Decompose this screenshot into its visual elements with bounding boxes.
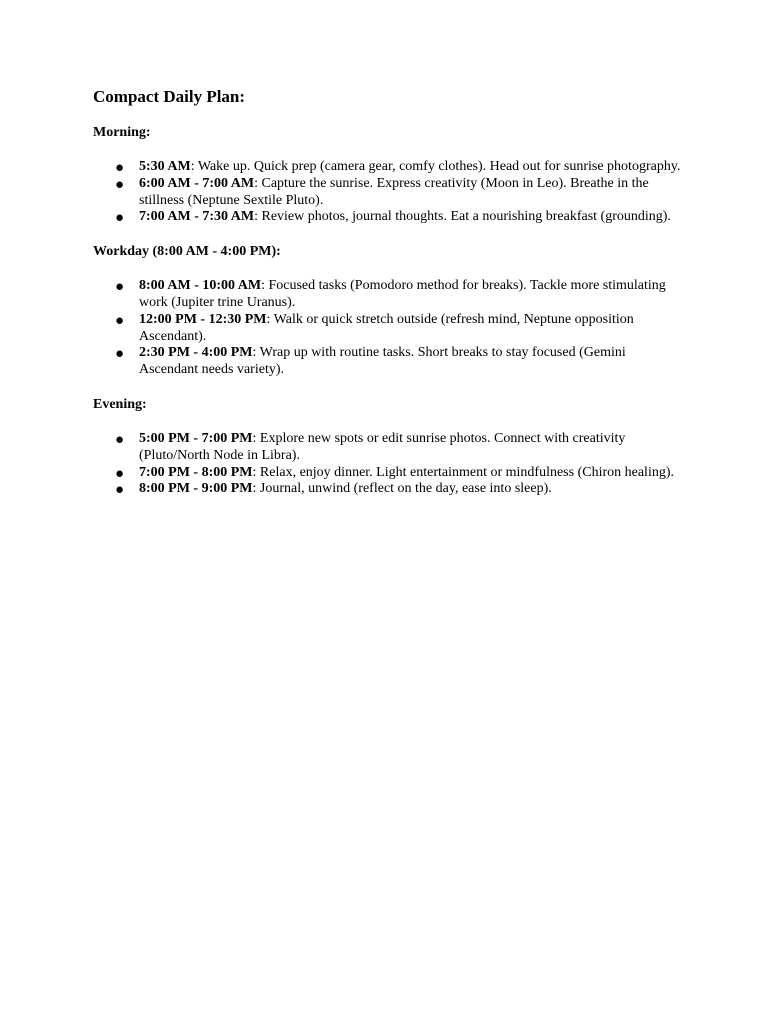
item-time: 5:00 PM - 7:00 PM bbox=[139, 430, 253, 446]
workday-list bbox=[93, 278, 683, 379]
item-text: : Focused tasks (Pomodoro method for breaks). Tackle more stimulating work (Jupiter trine Uranus). bbox=[139, 278, 666, 310]
item-text: : Wrap up with routine tasks. Short breaks to stay focused (Gemini Ascendant needs variety). bbox=[139, 345, 626, 378]
item-time: 12:00 PM - 12:30 PM bbox=[139, 311, 267, 327]
item-text: : Walk or quick stretch outside (refresh mind, Neptune opposition Ascendant). bbox=[139, 311, 634, 344]
bullet-icon: ● bbox=[115, 431, 125, 448]
list-item bbox=[93, 431, 683, 465]
bullet-icon: ● bbox=[115, 346, 125, 363]
item-text: : Capture the sunrise. Express creativity (Moon in Leo). Breathe in the stillness (Neptune Sextile Pluto). bbox=[139, 175, 649, 208]
item-time: 8:00 AM - 10:00 AM bbox=[139, 278, 262, 294]
section-heading-workday: Workday (8:00 AM - 4:00 PM): bbox=[93, 244, 281, 260]
item-text: : Wake up. Quick prep (camera gear, comfy clothes). Head out for sunrise photography. bbox=[190, 159, 681, 174]
section-heading-evening: Evening: bbox=[93, 396, 147, 412]
list-item bbox=[93, 345, 683, 379]
bullet-icon: ● bbox=[115, 210, 125, 227]
item-time: 5:30 AM bbox=[139, 159, 191, 174]
item-time: 7:00 AM - 7:30 AM bbox=[139, 209, 255, 225]
item-text: : Explore new spots or edit sunrise photos. Connect with creativity (Pluto/North Node in Libra). bbox=[139, 430, 626, 463]
item-text: : Journal, unwind (reflect on the day, ease into sleep). bbox=[252, 481, 552, 497]
item-time: 6:00 AM - 7:00 AM bbox=[139, 175, 255, 191]
list-item bbox=[93, 481, 683, 498]
bullet-icon: ● bbox=[115, 465, 125, 482]
list-item bbox=[93, 159, 683, 176]
bullet-icon: ● bbox=[115, 312, 125, 329]
list-item bbox=[93, 465, 683, 482]
document-page bbox=[93, 86, 683, 515]
evening-list bbox=[93, 431, 683, 498]
item-time: 2:30 PM - 4:00 PM bbox=[139, 345, 253, 361]
list-item bbox=[93, 312, 683, 346]
list-item bbox=[93, 176, 683, 210]
item-time: 7:00 PM - 8:00 PM bbox=[139, 464, 253, 480]
list-item bbox=[93, 278, 683, 312]
bullet-icon: ● bbox=[115, 160, 125, 176]
list-item bbox=[93, 209, 683, 226]
bullet-icon: ● bbox=[115, 279, 125, 296]
item-text: : Relax, enjoy dinner. Light entertainment or mindfulness (Chiron healing). bbox=[252, 464, 674, 480]
morning-list bbox=[93, 159, 683, 226]
bullet-icon: ● bbox=[115, 482, 125, 499]
item-time: 8:00 PM - 9:00 PM bbox=[139, 481, 253, 497]
document-title: Compact Daily Plan: bbox=[93, 87, 246, 106]
section-heading-morning: Morning: bbox=[93, 125, 151, 140]
bullet-icon: ● bbox=[115, 176, 125, 193]
item-text: : Review photos, journal thoughts. Eat a nourishing breakfast (grounding). bbox=[254, 209, 671, 225]
